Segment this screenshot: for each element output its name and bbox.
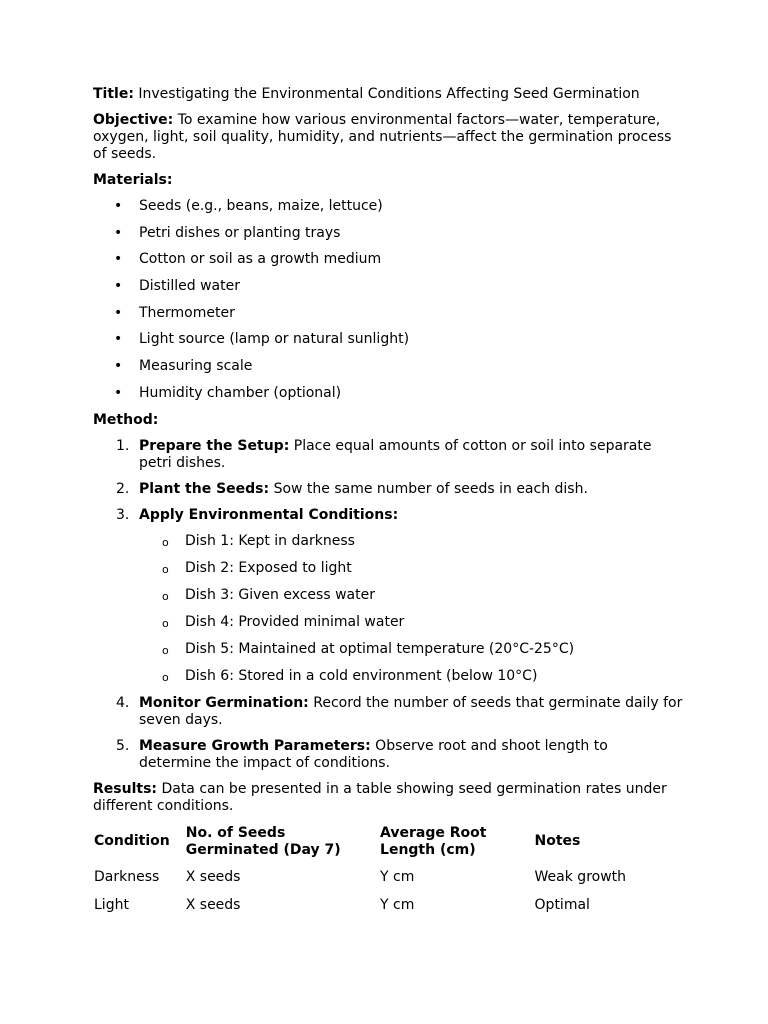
method-heading: [93, 412, 683, 429]
bullet-icon: •: [114, 224, 123, 241]
conditions-list: [139, 533, 683, 685]
condition-item: Dish 6: Stored in a cold environment (below 10°C): [185, 667, 538, 684]
bullet-icon: •: [114, 358, 123, 375]
method-step: [93, 738, 683, 772]
list-item: [93, 331, 683, 348]
materials-list: [93, 198, 683, 402]
column-header-seeds: No. of Seeds Germinated (Day 7): [185, 824, 341, 858]
objective-text: To examine how various environmental factors—water, temperature, oxygen, light, soil quality, humidity, and nutrients—affect the germination process of seeds.: [93, 112, 672, 162]
table-cell: Light: [94, 896, 129, 913]
table-cell: Y cm: [380, 868, 415, 885]
column-header-root-length: Average Root Length (cm): [380, 824, 487, 858]
list-item: [139, 533, 683, 550]
table-cell: Y cm: [380, 896, 415, 913]
method-step: [93, 438, 683, 472]
step-label: Apply Environmental Conditions:: [139, 506, 399, 523]
list-item: [93, 278, 683, 295]
objective-paragraph: [93, 112, 683, 163]
circle-bullet-icon: o: [162, 616, 169, 630]
table-cell: Darkness: [94, 868, 160, 885]
condition-item: Dish 5: Maintained at optimal temperature (20°C-25°C): [185, 640, 575, 657]
list-item: [139, 668, 683, 685]
step-label: Monitor Germination:: [139, 694, 309, 711]
step-number: 1.: [116, 437, 130, 454]
method-heading-text: Method:: [93, 411, 159, 428]
step-number: 3.: [116, 506, 130, 523]
table-cell: Weak growth: [534, 868, 627, 885]
circle-bullet-icon: o: [162, 670, 169, 684]
circle-bullet-icon: o: [162, 643, 169, 657]
results-label: Results:: [93, 780, 157, 797]
bullet-icon: •: [114, 304, 123, 321]
method-step: [93, 481, 683, 498]
results-table: [93, 825, 683, 925]
table-cell: X seeds: [185, 896, 241, 913]
material-item: Seeds (e.g., beans, maize, lettuce): [139, 198, 383, 214]
list-item: [139, 587, 683, 604]
list-item: [93, 251, 683, 268]
bullet-icon: •: [114, 251, 123, 268]
condition-item: Dish 3: Given excess water: [185, 586, 375, 603]
circle-bullet-icon: o: [162, 562, 169, 576]
list-item: [93, 305, 683, 322]
table-header-row: [93, 825, 683, 869]
circle-bullet-icon: o: [162, 589, 169, 603]
column-header-condition: Condition: [94, 833, 170, 849]
list-item: [139, 614, 683, 631]
material-item: Light source (lamp or natural sunlight): [139, 331, 410, 348]
step-number: 2.: [116, 480, 130, 497]
step-label: Plant the Seeds:: [139, 480, 270, 497]
table-cell: Optimal: [534, 896, 590, 913]
document-body: [93, 86, 683, 925]
bullet-icon: •: [114, 198, 123, 214]
list-item: [139, 641, 683, 658]
material-item: Thermometer: [139, 304, 235, 321]
list-item: [93, 198, 683, 215]
condition-item: Dish 1: Kept in darkness: [185, 532, 355, 549]
step-text: Record the number of seeds that germinate daily for seven days.: [139, 694, 683, 728]
table-row: [93, 897, 683, 925]
condition-item: Dish 2: Exposed to light: [185, 559, 352, 576]
materials-heading: [93, 172, 683, 189]
step-number: 5.: [116, 737, 130, 754]
list-item: [93, 385, 683, 402]
objective-label: Objective:: [93, 112, 174, 128]
material-item: Humidity chamber (optional): [139, 384, 342, 401]
bullet-icon: •: [114, 278, 123, 295]
material-item: Measuring scale: [139, 358, 253, 375]
list-item: [93, 358, 683, 375]
method-step: [93, 695, 683, 729]
step-number: 4.: [116, 694, 130, 711]
title-label: Title:: [93, 86, 134, 102]
results-text: Data can be presented in a table showing seed germination rates under different conditions.: [93, 780, 667, 814]
results-paragraph: [93, 781, 683, 815]
material-item: Petri dishes or planting trays: [139, 224, 341, 241]
condition-item: Dish 4: Provided minimal water: [185, 613, 405, 630]
material-item: Cotton or soil as a growth medium: [139, 251, 382, 268]
list-item: [93, 225, 683, 242]
step-text: Sow the same number of seeds in each dish.: [273, 480, 588, 497]
step-text: Observe root and shoot length to determine the impact of conditions.: [139, 737, 608, 771]
table-row: [93, 869, 683, 897]
bullet-icon: •: [114, 384, 123, 401]
step-label: Measure Growth Parameters:: [139, 737, 371, 754]
title-text: Investigating the Environmental Conditions Affecting Seed Germination: [138, 86, 640, 102]
step-text: Place equal amounts of cotton or soil into separate petri dishes.: [139, 437, 652, 471]
bullet-icon: •: [114, 331, 123, 348]
materials-heading-text: Materials:: [93, 172, 173, 188]
circle-bullet-icon: o: [162, 535, 169, 549]
title-line: [93, 86, 683, 103]
column-header-notes: Notes: [534, 833, 581, 849]
method-steps: [93, 438, 683, 772]
material-item: Distilled water: [139, 278, 240, 295]
step-label: Prepare the Setup:: [139, 437, 290, 454]
list-item: [139, 560, 683, 577]
table-cell: X seeds: [185, 868, 241, 885]
method-step: [93, 507, 683, 685]
